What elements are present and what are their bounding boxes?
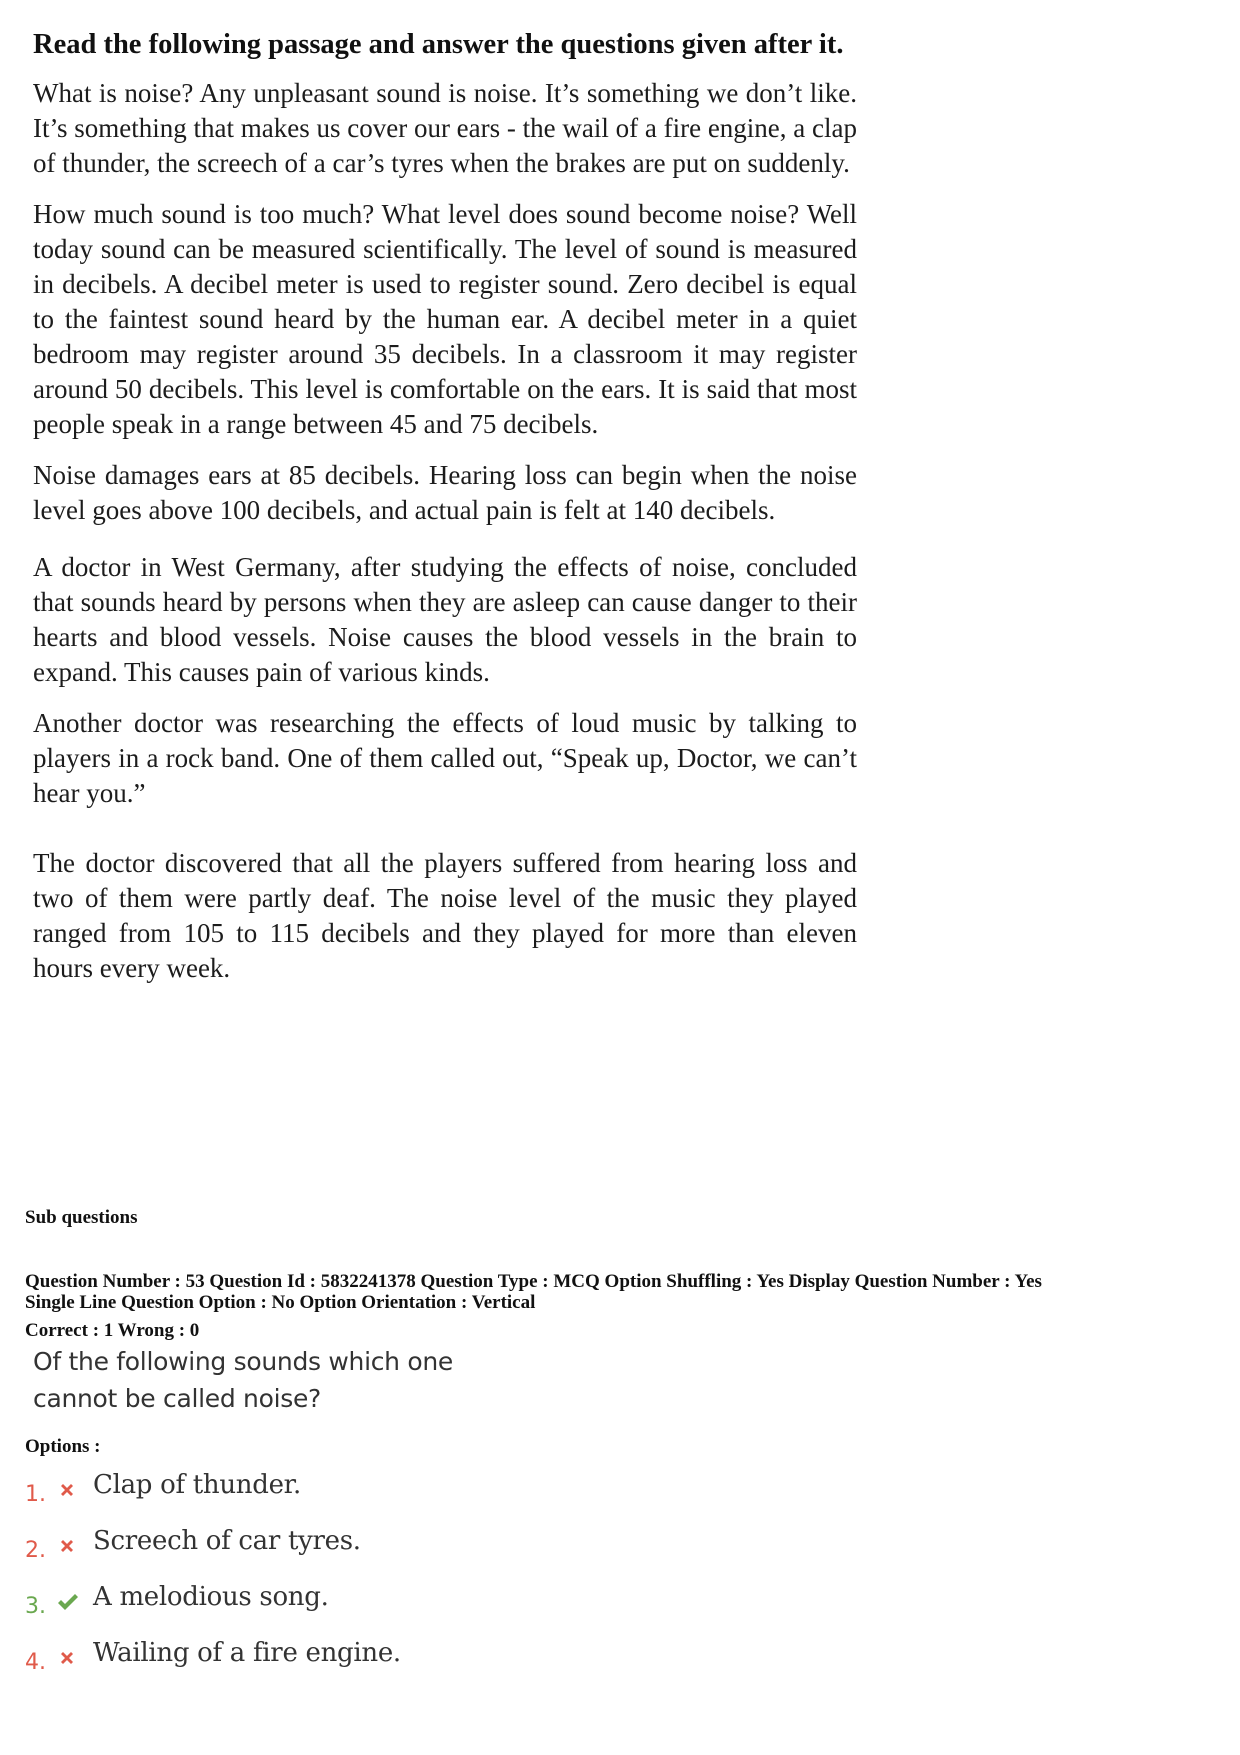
question-meta-line-2: Single Line Question Option : No Option Orientation : Vertical bbox=[25, 1292, 536, 1313]
options-label: Options : bbox=[25, 1436, 101, 1457]
passage-paragraph-5: Another doctor was researching the effects of loud music by talking to players in a rock band. One of them called out, “Speak up, Doctor, we can’t hear you.” bbox=[33, 708, 857, 808]
option-text: Clap of thunder. bbox=[93, 1470, 301, 1500]
cross-icon bbox=[55, 1534, 79, 1558]
option-2 bbox=[25, 1524, 625, 1568]
option-1 bbox=[25, 1468, 625, 1512]
question-meta-line-1: Question Number : 53 Question Id : 5832241378 Question Type : MCQ Option Shuffling : Yes Display Question Number : Yes bbox=[25, 1271, 1042, 1292]
option-number: 1. bbox=[25, 1482, 46, 1507]
passage-paragraph-3: Noise damages ears at 85 decibels. Hearing loss can begin when the noise level goes above 100 decibels, and actual pain is felt at 140 decibels. bbox=[33, 460, 857, 525]
option-number: 4. bbox=[25, 1650, 46, 1675]
option-number: 2. bbox=[25, 1538, 46, 1563]
passage-paragraph-4: A doctor in West Germany, after studying the effects of noise, concluded that sounds heard by persons when they are asleep can cause danger to their hearts and blood vessels. Noise causes the blood vessels in the brain to expand. This causes pain of various kinds. bbox=[33, 552, 857, 687]
option-text: Screech of car tyres. bbox=[93, 1526, 361, 1556]
passage-instruction: Read the following passage and answer the questions given after it. bbox=[33, 29, 844, 60]
question-text: Of the following sounds which one cannot be called noise? bbox=[33, 1347, 453, 1413]
marks-line: Correct : 1 Wrong : 0 bbox=[25, 1320, 200, 1341]
check-icon bbox=[55, 1590, 79, 1614]
option-3 bbox=[25, 1580, 625, 1624]
passage-paragraph-2: How much sound is too much? What level does sound become noise? Well today sound can be measured scientifically. The level of sound is measured in decibels. A decibel meter is used to register sound. Zero decibel is equal to the faintest sound heard by the human ear. A decibel meter in a quiet bedroom may register around 35 decibels. In a classroom it may register around 50 decibels. This level is comfortable on the ears. It is said that most people speak in a range between 45 and 75 decibels. bbox=[33, 199, 857, 439]
option-text: A melodious song. bbox=[93, 1582, 329, 1612]
passage-paragraph-6: The doctor discovered that all the players suffered from hearing loss and two of them were partly deaf. The noise level of the music they played ranged from 105 to 115 decibels and they played for more than eleven hours every week. bbox=[33, 848, 857, 983]
cross-icon bbox=[55, 1646, 79, 1670]
option-text: Wailing of a fire engine. bbox=[93, 1638, 401, 1668]
passage-paragraph-1: What is noise? Any unpleasant sound is noise. It’s something we don’t like. It’s something that makes us cover our ears - the wail of a fire engine, a clap of thunder, the screech of a car’s tyres when the brakes are put on suddenly. bbox=[33, 78, 857, 178]
option-4 bbox=[25, 1636, 625, 1680]
cross-icon bbox=[55, 1478, 79, 1502]
option-number: 3. bbox=[25, 1594, 46, 1619]
sub-questions-label: Sub questions bbox=[25, 1207, 138, 1228]
reading-passage bbox=[25, 16, 865, 1192]
